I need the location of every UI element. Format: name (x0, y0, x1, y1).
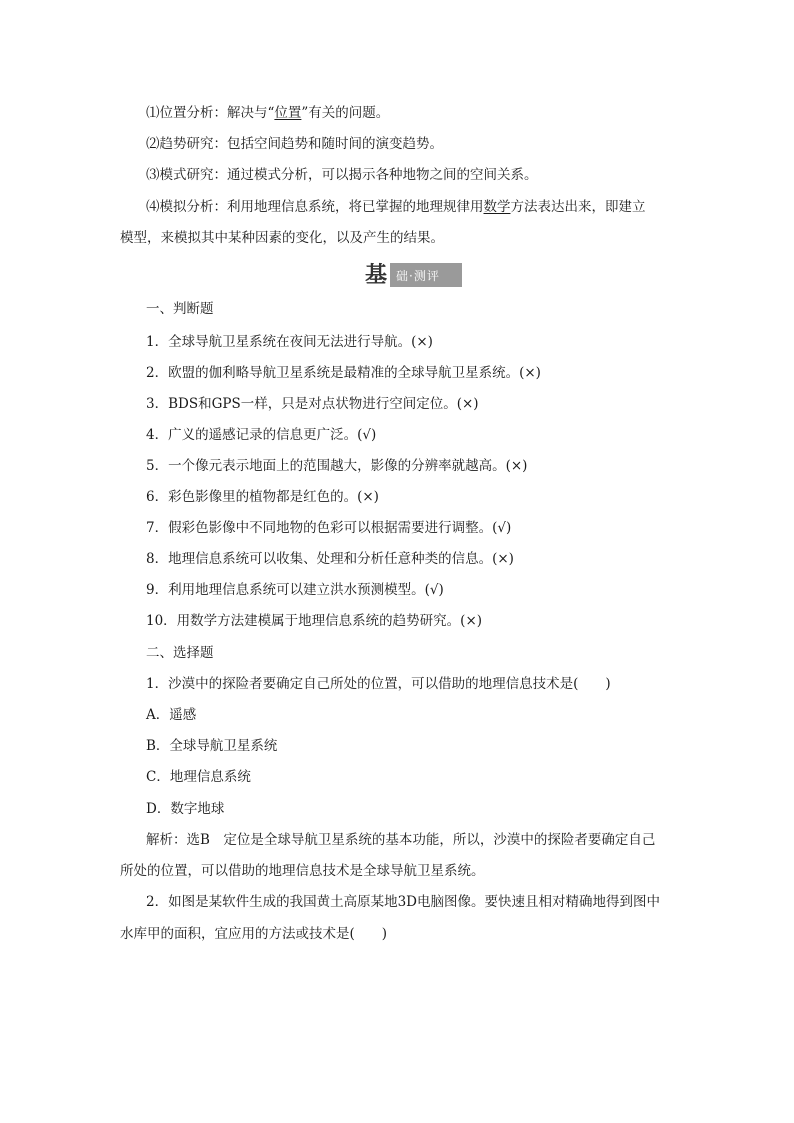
question-2-line-2: 水库甲的面积，宜应用的方法或技术是( ) (120, 926, 388, 942)
section-banner (362, 263, 462, 287)
question-2-line-1: 2．如图是某软件生成的我国黄土高原某地3D电脑图像。要快速且相对精确地得到图中 (146, 894, 661, 910)
intro-item-4-b: 方法表达出来，即建立 (510, 199, 646, 215)
intro-item-4-underlined: 数学 (483, 199, 511, 215)
banner-big-char: 基 (362, 263, 390, 287)
section-1-title: 一、判断题 (146, 301, 214, 317)
question-1-option-a: A．遥感 (146, 707, 197, 723)
intro-item-1-suffix: ”有关的问题。 (301, 105, 390, 121)
intro-item-4 (146, 198, 646, 216)
judgment-item-1: 1．全球导航卫星系统在夜间无法进行导航。(×) (146, 334, 433, 350)
question-1-option-d: D．数字地球 (146, 801, 225, 817)
judgment-item-9: 9．利用地理信息系统可以建立洪水预测模型。(√) (146, 582, 444, 598)
judgment-item-3: 3．BDS和GPS一样，只是对点状物进行空间定位。(×) (146, 396, 479, 412)
judgment-item-10: 10．用数学方法建模属于地理信息系统的趋势研究。(×) (146, 613, 483, 629)
intro-item-4-a: ⑷模拟分析：利用地理信息系统，将已掌握的地理规律用 (146, 199, 484, 215)
intro-item-1-underlined: 位置 (274, 105, 302, 121)
analysis-line-1: 解析：选B 定位是全球导航卫星系统的基本功能，所以，沙漠中的探险者要确定自己 (146, 832, 656, 848)
section-2-title: 二、选择题 (146, 645, 214, 661)
intro-item-4-line-2: 模型，来模拟其中某种因素的变化，以及产生的结果。 (120, 230, 444, 246)
judgment-item-5: 5．一个像元表示地面上的范围越大，影像的分辨率就越高。(×) (146, 458, 528, 474)
analysis-line-2: 所处的位置，可以借助的地理信息技术是全球导航卫星系统。 (120, 863, 485, 879)
judgment-item-2: 2．欧盟的伽利略导航卫星系统是最精准的全球导航卫星系统。(×) (146, 365, 541, 381)
question-1-option-b: B．全球导航卫星系统 (146, 738, 278, 754)
intro-item-2: ⑵趋势研究：包括空间趋势和随时间的演变趋势。 (146, 136, 443, 152)
question-1-option-c: C．地理信息系统 (146, 769, 251, 785)
judgment-item-8: 8．地理信息系统可以收集、处理和分析任意种类的信息。(×) (146, 551, 514, 567)
judgment-item-6: 6．彩色影像里的植物都是红色的。(×) (146, 489, 379, 505)
intro-item-3: ⑶模式研究：通过模式分析，可以揭示各种地物之间的空间关系。 (146, 167, 538, 183)
intro-item-1 (146, 104, 389, 122)
banner-text: 础·测评 (396, 268, 440, 283)
intro-item-1-prefix: ⑴位置分析：解决与“ (146, 105, 275, 121)
judgment-item-7: 7．假彩色影像中不同地物的色彩可以根据需要进行调整。(√) (146, 520, 512, 536)
judgment-item-4: 4．广义的遥感记录的信息更广泛。(√) (146, 427, 377, 443)
question-1: 1．沙漠中的探险者要确定自己所处的位置，可以借助的地理信息技术是( ) (146, 676, 611, 692)
